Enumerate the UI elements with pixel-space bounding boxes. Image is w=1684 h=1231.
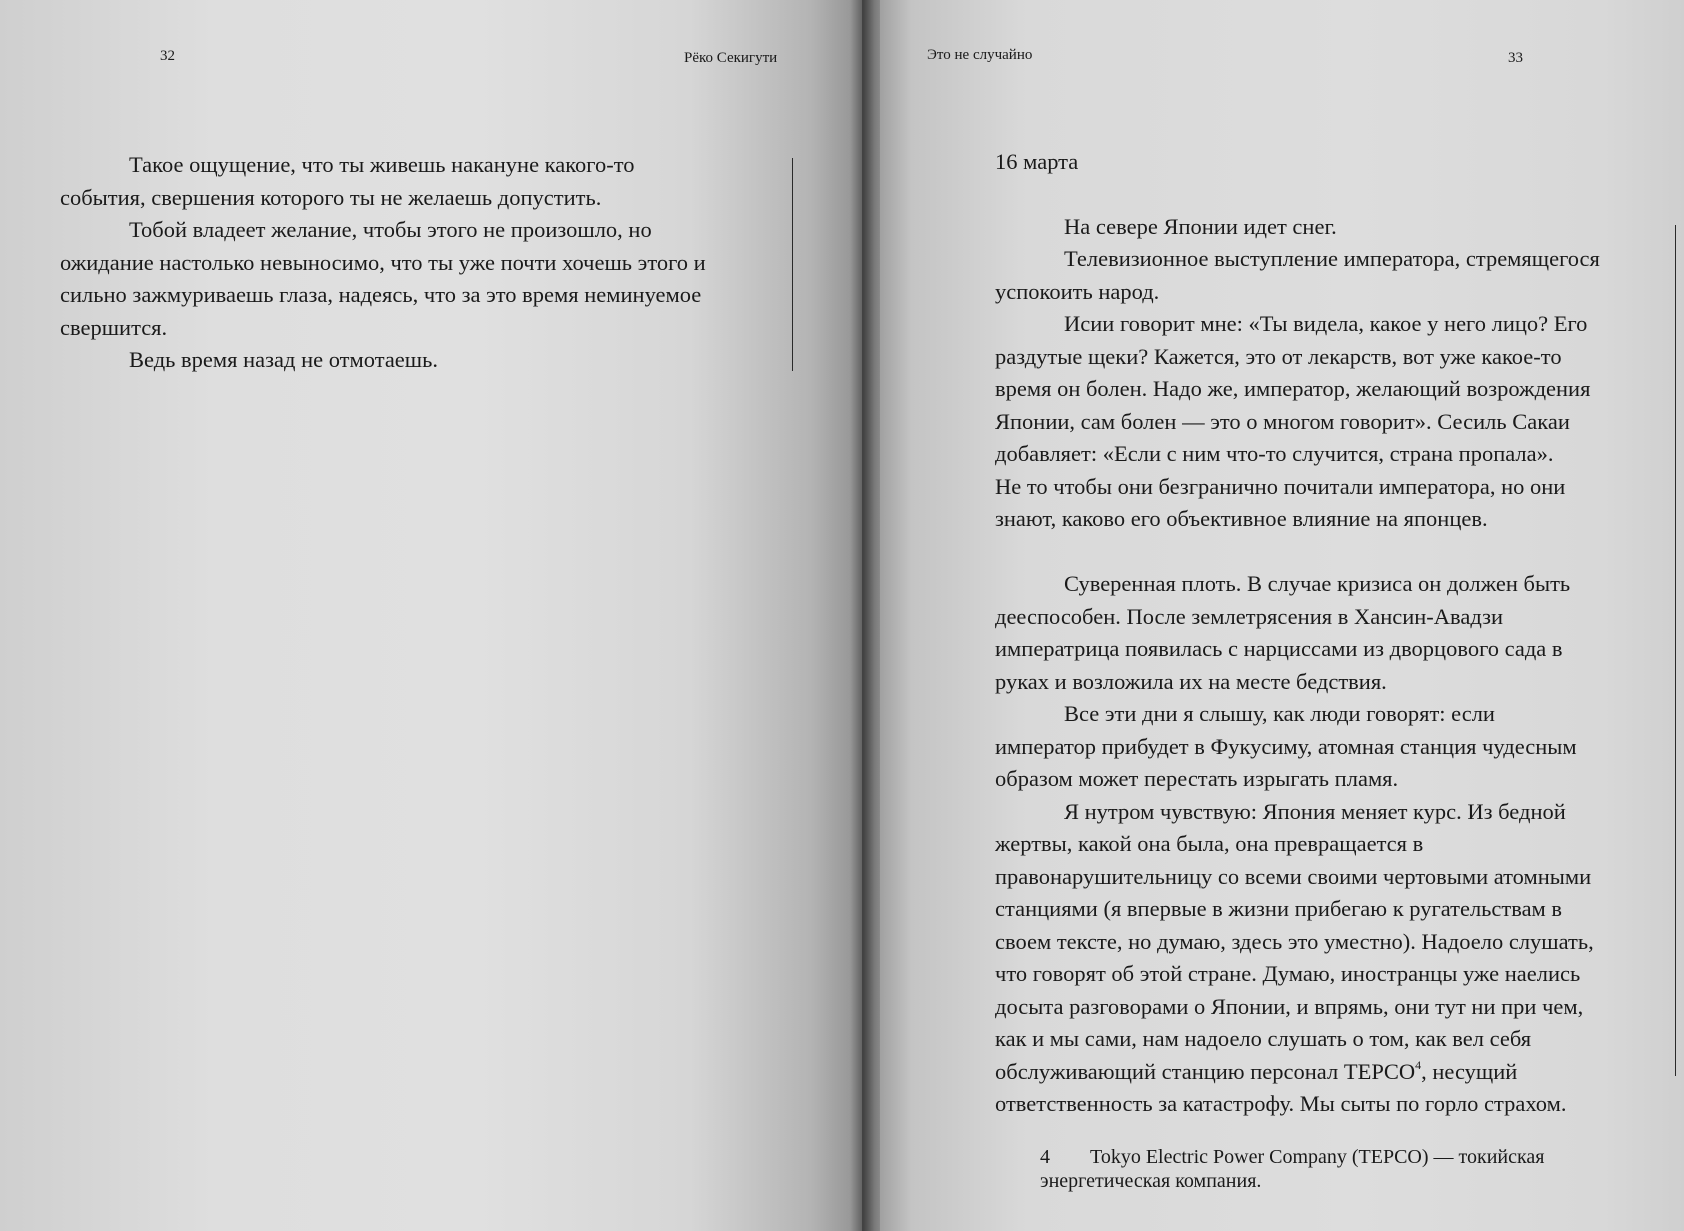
footnote (1040, 1145, 1590, 1193)
date-heading: 16 марта (995, 149, 1079, 174)
right-paragraph-4: Не то чтобы они безгранично почитали императора, но они знают, каково его объективное влияние на японцев. (995, 473, 1566, 531)
right-paragraph-6: Все эти дни я слышу, как люди говорят: если император прибудет в Фукусиму, атомная станция чудесным образом может перестать изрыгать пламя. (995, 701, 1577, 791)
left-paragraph-1: Такое ощущение, что ты живешь накануне какого-то события, свершения которого ты не желаешь допустить. (60, 152, 635, 210)
right-paragraph-2: Телевизионное выступление императора, стремящегося успокоить народ. (995, 246, 1600, 304)
gutter-shadow (850, 0, 880, 1231)
footnote-number: 4 (1040, 1146, 1050, 1168)
paragraph-7-text-after: , несущий ответственность за катастрофу. Мы сыты по горло страхом. (995, 1058, 1567, 1116)
right-page-number: 33 (1508, 50, 1523, 66)
left-page-number: 32 (160, 48, 175, 64)
left-body-text (60, 149, 720, 377)
left-margin-line (792, 158, 793, 371)
right-body-text (995, 146, 1601, 1121)
right-running-head: Это не случайно (927, 47, 1033, 63)
footnote-reference: 4 (1415, 1057, 1422, 1072)
left-paragraph-3: Ведь время назад не отмотаешь. (129, 347, 439, 372)
right-paragraph-7 (995, 796, 1601, 1121)
right-margin-line (1675, 225, 1676, 1076)
left-paragraph-2: Тобой владеет желание, чтобы этого не произошло, но ожидание настолько невыносимо, что ты уже почти хочешь этого и сильно зажмуриваешь глаза, надеясь, что за это время неминуемое свершится. (60, 217, 706, 340)
right-paragraph-1: На севере Японии идет снег. (1064, 213, 1337, 239)
right-page (862, 0, 1684, 1231)
footnote-text: Tokyo Electric Power Company (TEPCO) — токийская энергетическая компания. (1040, 1146, 1545, 1192)
paragraph-7-text-before: Я нутром чувствую: Япония меняет курс. Из бедной жертвы, какой она была, она превращается в правонарушительницу со всеми своими чертовыми атомными станциями (я впервые в жизни прибегаю к ругательствам в своем тексте, но думаю, здесь это уместно). Надоело слушать, что говорят об этой стране. Думаю, иностранцы уже наелись досыта разговорами о Японии, и впрямь, они тут ни при чем, как и мы сами, нам надоело слушать о том, как вел себя обслуживающий станцию персонал TEPCO (995, 798, 1594, 1084)
left-running-head: Рёко Секигути (684, 50, 778, 66)
right-paragraph-5: Суверенная плоть. В случае кризиса он должен быть дееспособен. После землетрясения в Хансин-Авадзи императрица появилась с нарциссами из дворцового сада в руках и возложила их на месте бедствия. (995, 571, 1571, 694)
right-paragraph-3: Исии говорит мне: «Ты видела, какое у него лицо? Его раздутые щеки? Кажется, это от лекарств, вот уже какое-то время он болен. Надо же, император, желающий возрождения Японии, сам болен — это о многом говорит». Сесиль Сакаи добавляет: «Если с ним что-то случится, страна пропала». (995, 311, 1591, 466)
